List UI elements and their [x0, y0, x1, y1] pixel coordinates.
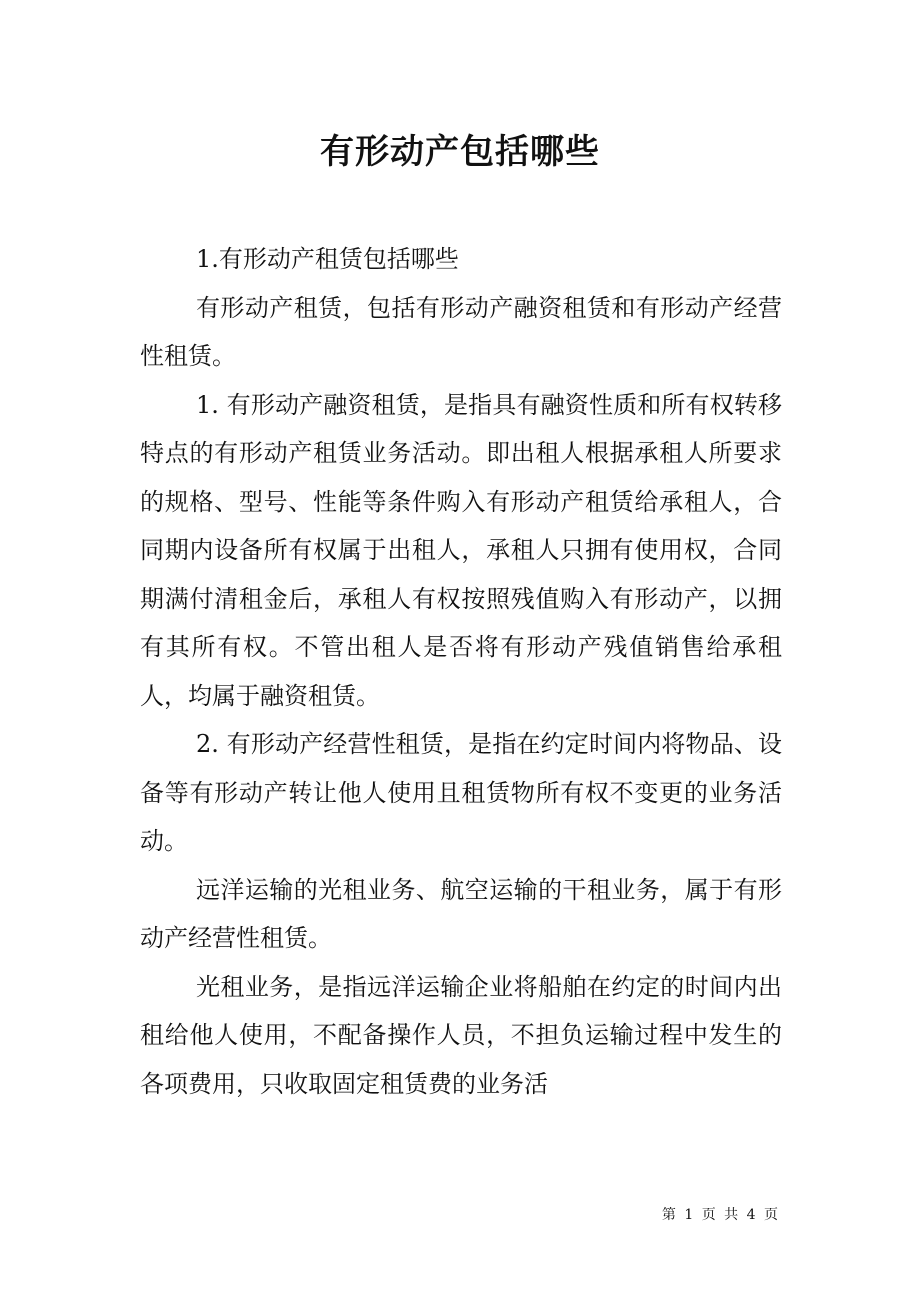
paragraph: 光租业务，是指远洋运输企业将船舶在约定的时间内出租给他人使用，不配备操作人员，不担负运输过程中发生的各项费用，只收取固定租赁费的业务活 — [140, 972, 782, 1098]
paragraph: 远洋运输的光租业务、航空运输的干租业务，属于有形动产经营性租赁。 — [140, 875, 782, 952]
page-title: 有形动产包括哪些 — [320, 132, 600, 172]
paragraph: 2. 有形动产经营性租赁，是指在约定时间内将物品、设备等有形动产转让他人使用且租赁物所有权不变更的业务活动。 — [140, 730, 782, 855]
section-heading: 1.有形动产租赁包括哪些 — [196, 245, 459, 273]
page-number-footer: 第 1 页 共 4 页 — [661, 1207, 780, 1223]
paragraph: 有形动产租赁，包括有形动产融资租赁和有形动产经营性租赁。 — [140, 293, 782, 370]
document-body — [140, 235, 782, 1108]
paragraph: 1. 有形动产融资租赁，是指具有融资性质和所有权转移特点的有形动产租赁业务活动。即出租人根据承租人所要求的规格、型号、性能等条件购入有形动产租赁给承租人，合同期内设备所有权属于出租人，承租人只拥有使用权，合同期满付清租金后，承租人有权按照残值购入有形动产，以拥有其所有权。不管出租人是否将有形动产残值销售给承租人，均属于融资租赁。 — [140, 390, 782, 710]
